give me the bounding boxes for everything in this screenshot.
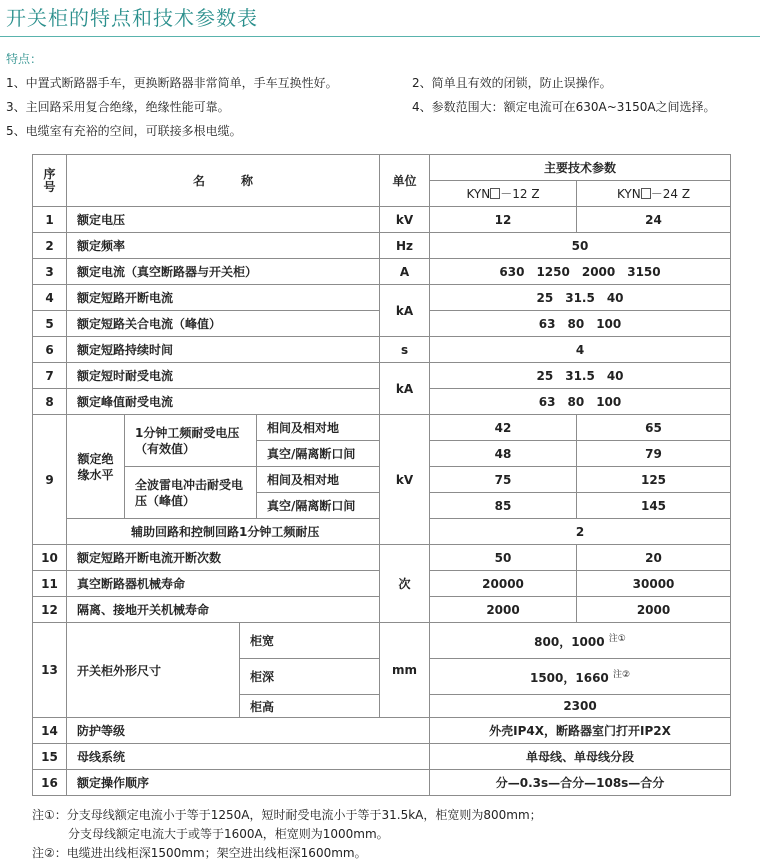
power-frequency-label: 1分钟工频耐受电压（有效值）: [125, 415, 257, 467]
row-value-12: 42: [430, 415, 577, 441]
box-icon: [490, 188, 500, 199]
table-row: [33, 233, 731, 259]
footnote: 分支母线额定电流大于或等于1600A，柜宽则为1000mm。: [32, 827, 389, 841]
table-row: [33, 363, 731, 389]
table-row: [33, 718, 731, 744]
row-value: 50: [430, 233, 731, 259]
sub-item-label: 柜高: [240, 695, 380, 718]
row-no: 15: [33, 744, 67, 770]
row-value-24: 145: [577, 493, 731, 519]
row-name: 额定短路持续时间: [67, 337, 380, 363]
row-value: 63 80 100: [430, 389, 731, 415]
row-value-24: 24: [577, 207, 731, 233]
row-unit: kA: [380, 285, 430, 337]
lightning-impulse-label: 全波雷电冲击耐受电压（峰值）: [125, 467, 257, 519]
row-name: 母线系统: [67, 744, 430, 770]
row-no: 4: [33, 285, 67, 311]
table-row: [33, 207, 731, 233]
row-value-12: 2000: [430, 597, 577, 623]
row-name: 隔离、接地开关机械寿命: [67, 597, 380, 623]
row-no: 8: [33, 389, 67, 415]
row-value-24: 20: [577, 545, 731, 571]
row-unit: A: [380, 259, 430, 285]
row-value: 2300: [430, 695, 731, 718]
row-value: 630 1250 2000 3150: [430, 259, 731, 285]
sub-item-label: 柜宽: [240, 623, 380, 659]
row-value: 63 80 100: [430, 311, 731, 337]
row-name: 额定短路关合电流（峰值）: [67, 311, 380, 337]
table-row: [33, 285, 731, 311]
row-no: 3: [33, 259, 67, 285]
spec-table: [32, 154, 731, 796]
row-name: 额定电压: [67, 207, 380, 233]
row-name: 额定短路开断电流开断次数: [67, 545, 380, 571]
features-label: 特点：: [6, 52, 43, 66]
row-value-24: 30000: [577, 571, 731, 597]
row-value: 25 31.5 40: [430, 285, 731, 311]
row-name: 防护等级: [67, 718, 430, 744]
row-no: 14: [33, 718, 67, 744]
row-name: 额定操作顺序: [67, 770, 430, 796]
row-no: 10: [33, 545, 67, 571]
row-value-24: 79: [577, 441, 731, 467]
row-unit: mm: [380, 623, 430, 718]
row-unit: Hz: [380, 233, 430, 259]
row-name: 开关柜外形尺寸: [67, 623, 240, 718]
table-row: [33, 770, 731, 796]
row-value: 2: [430, 519, 731, 545]
row-value-12: 50: [430, 545, 577, 571]
row-value-12: 20000: [430, 571, 577, 597]
sub-item-label: 相间及相对地: [257, 467, 380, 493]
box-icon: [641, 188, 651, 199]
sub-item-label: 真空/隔离断口间: [257, 493, 380, 519]
row-no: 2: [33, 233, 67, 259]
row-no: 7: [33, 363, 67, 389]
header-model-12: KYN －12 Z: [430, 181, 577, 207]
footnote: 注②：电缆进出线柜深1500mm；架空进出线柜深1600mm。: [32, 846, 367, 860]
table-row: [33, 545, 731, 571]
row-unit: kV: [380, 415, 430, 545]
row-unit: kA: [380, 363, 430, 415]
row-no: 13: [33, 623, 67, 718]
feature-item: 2、简单且有效的闭锁，防止误操作。: [412, 76, 612, 90]
row-value: 800，1000 $^{注①}$: [430, 623, 731, 659]
insulation-group-label: 额定绝缘水平: [67, 415, 125, 519]
row-value-24: 125: [577, 467, 731, 493]
feature-item: 5、电缆室有充裕的空间，可联接多根电缆。: [6, 124, 242, 138]
feature-item: 4、参数范围大：额定电流可在630A~3150A之间选择。: [412, 100, 716, 114]
header-seq: 序号: [33, 155, 67, 207]
page-title: 开关柜的特点和技术参数表: [6, 6, 258, 30]
footnotes: [32, 806, 542, 863]
row-value-12: 75: [430, 467, 577, 493]
row-unit: 次: [380, 545, 430, 623]
table-row: [33, 337, 731, 363]
row-name: 额定短时耐受电流: [67, 363, 380, 389]
row-value-12: 12: [430, 207, 577, 233]
row-name: 额定峰值耐受电流: [67, 389, 380, 415]
row-value: 单母线、单母线分段: [430, 744, 731, 770]
feature-item: 3、主回路采用复合绝缘，绝缘性能可靠。: [6, 100, 230, 114]
row-unit: kV: [380, 207, 430, 233]
row-no: 5: [33, 311, 67, 337]
note-ref: 注②: [612, 670, 631, 680]
table-row: [33, 744, 731, 770]
row-name: 辅助回路和控制回路1分钟工频耐压: [67, 519, 380, 545]
header-name: 名 称: [67, 155, 380, 207]
title-divider: [0, 36, 760, 37]
header-model-24: KYN －24 Z: [577, 181, 731, 207]
footnote: 注①：分支母线额定电流小于等于1250A，短时耐受电流小于等于31.5kA，柜宽则为800mm；: [32, 808, 542, 822]
header-unit: 单位: [380, 155, 430, 207]
row-value: 4: [430, 337, 731, 363]
row-unit: s: [380, 337, 430, 363]
row-value: 分—0.3s—合分—108s—合分: [430, 770, 731, 796]
row-no: 9: [33, 415, 67, 545]
sub-item-label: 真空/隔离断口间: [257, 441, 380, 467]
row-no: 1: [33, 207, 67, 233]
row-value: 1500，1660 $^{注②}$: [430, 659, 731, 695]
row-value-24: 2000: [577, 597, 731, 623]
row-value: 25 31.5 40: [430, 363, 731, 389]
row-value-12: 48: [430, 441, 577, 467]
header-params: 主要技术参数: [430, 155, 731, 181]
row-no: 12: [33, 597, 67, 623]
row-no: 11: [33, 571, 67, 597]
sub-item-label: 相间及相对地: [257, 415, 380, 441]
row-value-12: 85: [430, 493, 577, 519]
row-name: 额定短路开断电流: [67, 285, 380, 311]
feature-item: 1、中置式断路器手车，更换断路器非常简单，手车互换性好。: [6, 76, 338, 90]
row-value: 外壳IP4X，断路器室门打开IP2X: [430, 718, 731, 744]
table-row: [33, 623, 731, 659]
row-name: 真空断路器机械寿命: [67, 571, 380, 597]
row-no: 6: [33, 337, 67, 363]
row-name: 额定频率: [67, 233, 380, 259]
row-no: 16: [33, 770, 67, 796]
row-value-24: 65: [577, 415, 731, 441]
table-row: [33, 259, 731, 285]
sub-item-label: 柜深: [240, 659, 380, 695]
note-ref: 注①: [608, 634, 626, 644]
row-name: 额定电流（真空断路器与开关柜）: [67, 259, 380, 285]
table-row: [33, 415, 731, 441]
